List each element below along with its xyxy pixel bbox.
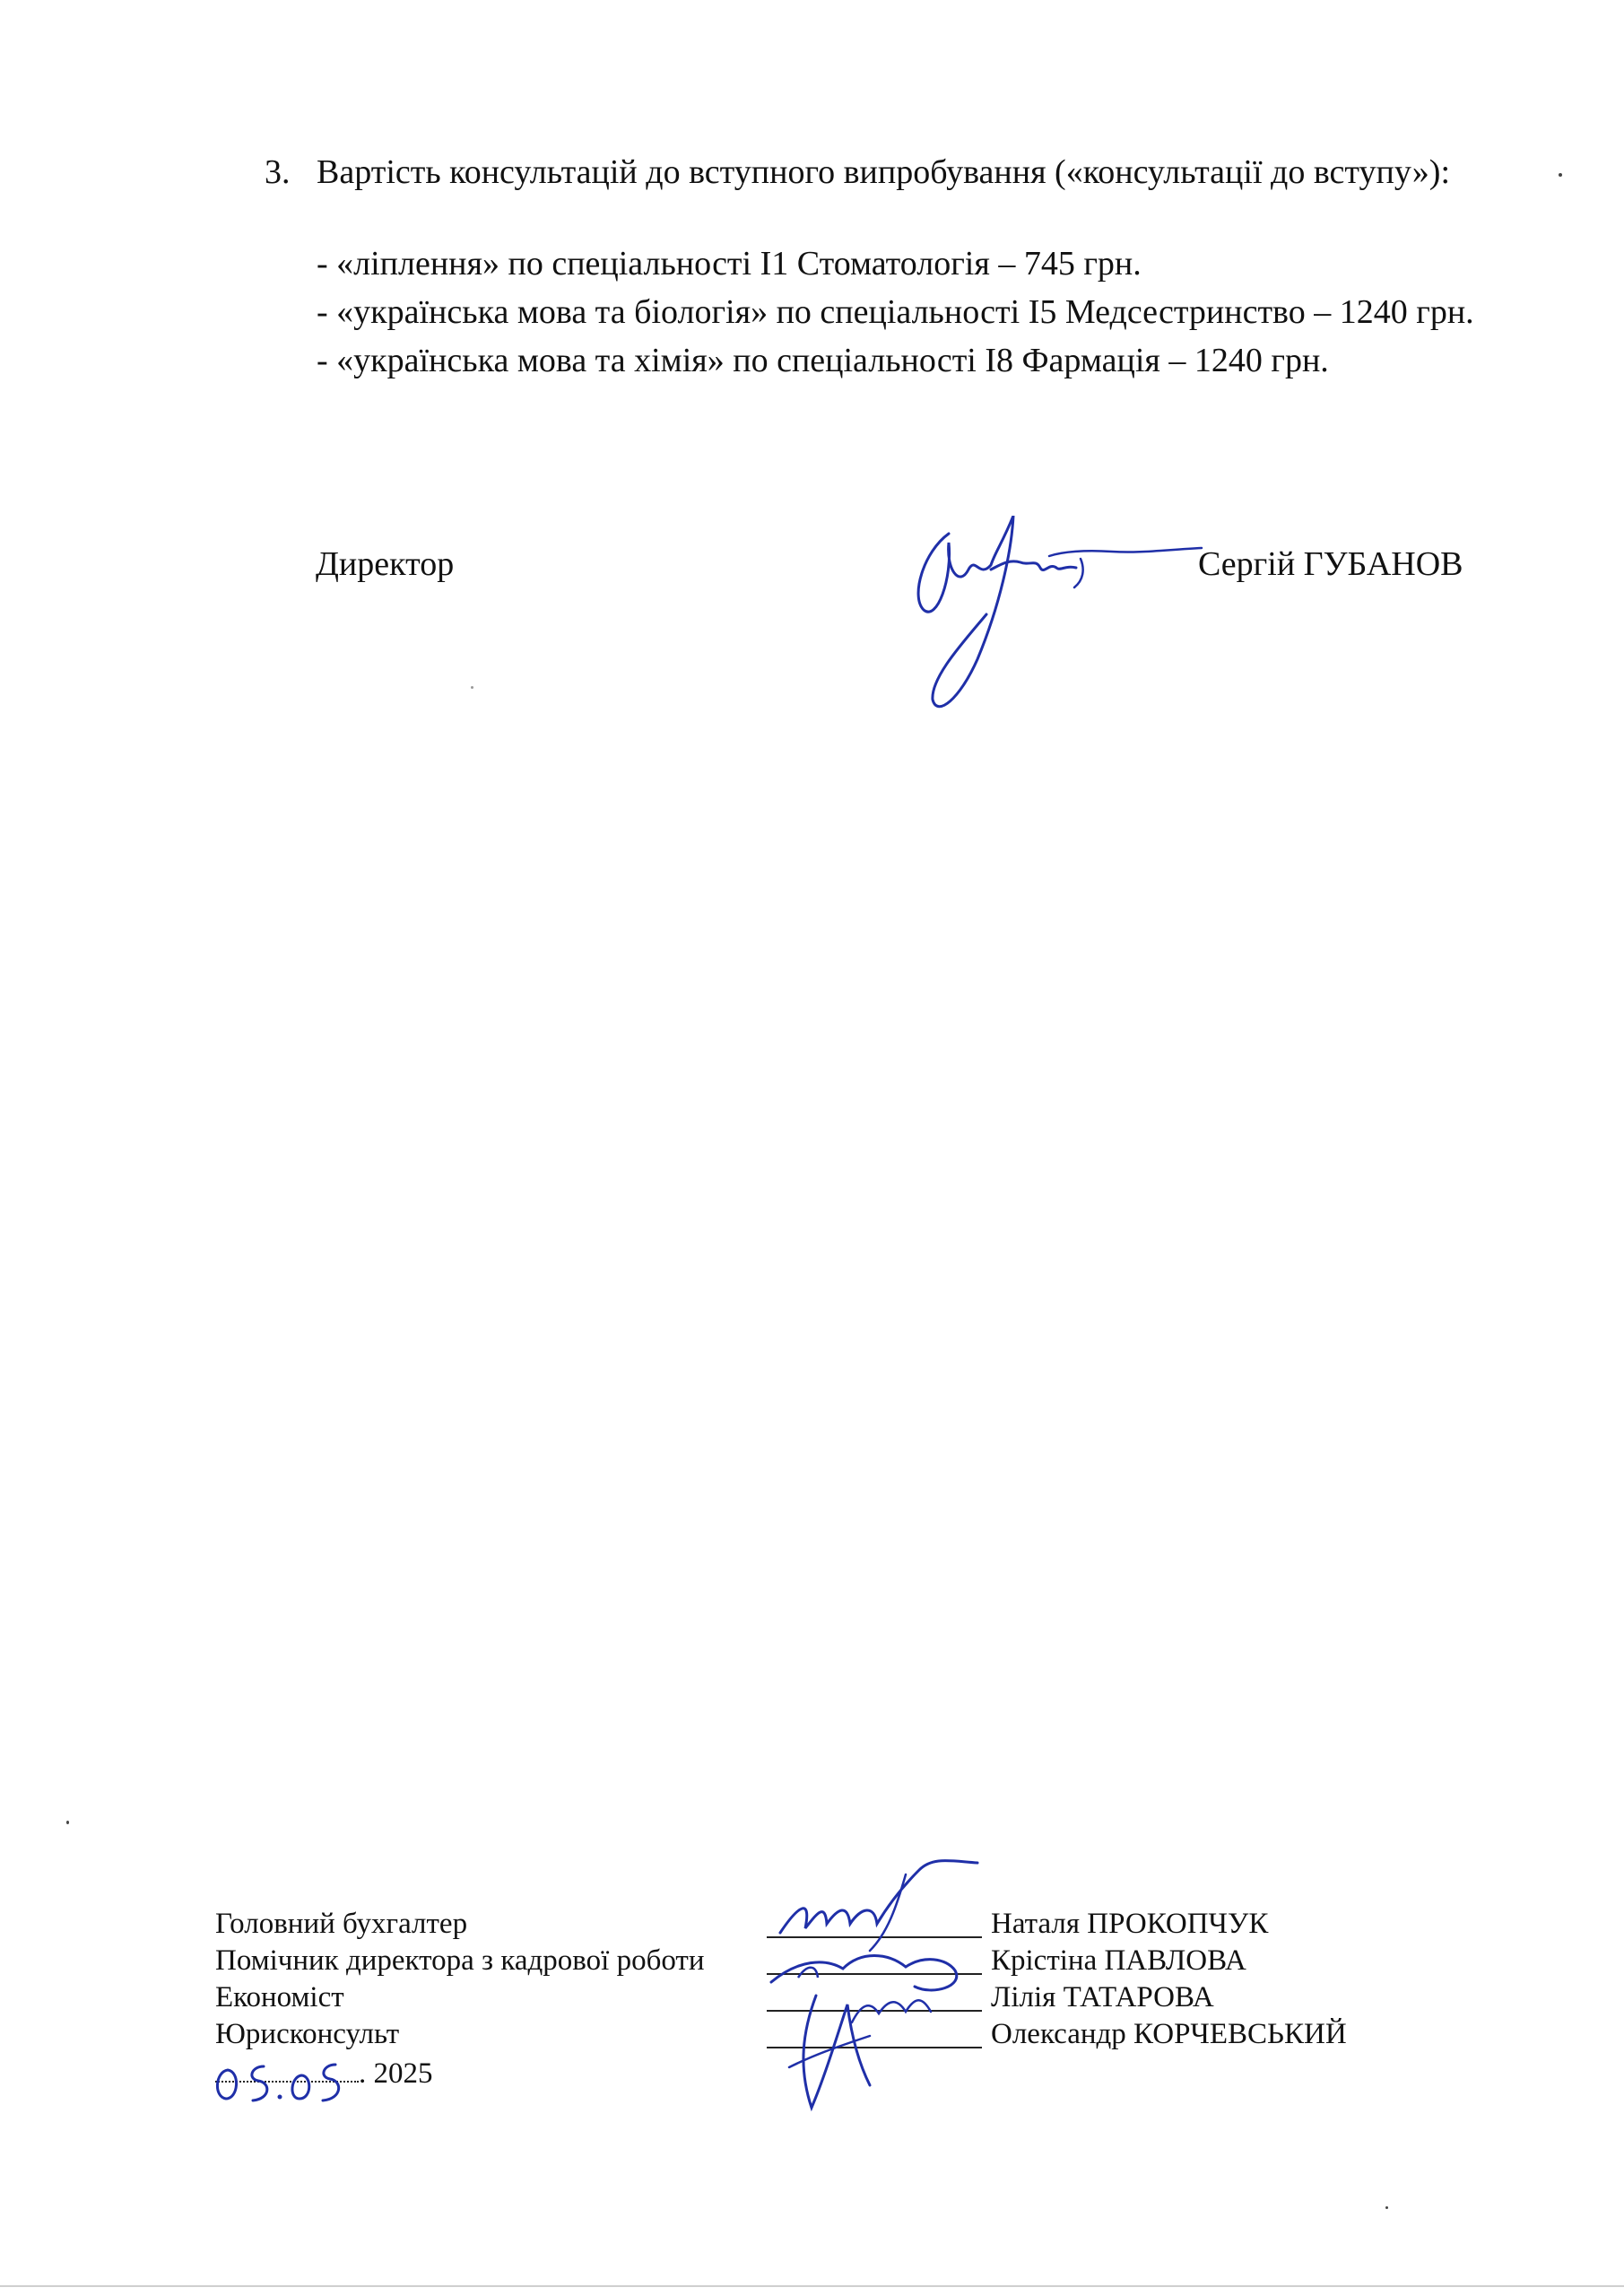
director-name: Сергій ГУБАНОВ <box>1198 545 1463 583</box>
price-list <box>317 239 1511 385</box>
price-item-sculpting: - «ліплення» по спеціальності І1 Стоматологія – 745 грн. <box>317 245 1142 283</box>
approval-name: Крістіна ПАВЛОВА <box>991 1944 1246 1977</box>
handwritten-date <box>208 2054 369 2108</box>
approval-role: Юрисконсульт <box>215 2018 400 2050</box>
scan-speck <box>1559 173 1562 177</box>
scan-speck <box>471 686 473 689</box>
price-item-pharmacy: - «українська мова та хімія» по спеціальності І8 Фармація – 1240 грн. <box>317 342 1329 379</box>
approval-role: Помічник директора з кадрової роботи <box>215 1944 705 1977</box>
approval-name: Наталя ПРОКОПЧУК <box>991 1908 1269 1940</box>
approval-role: Економіст <box>215 1981 344 2013</box>
section-number: 3. <box>265 153 291 191</box>
scan-edge <box>0 2285 1624 2287</box>
approval-role: Головний бухгалтер <box>215 1908 468 1940</box>
section-header <box>265 148 1511 196</box>
approval-name: Лілія ТАТАРОВА <box>991 1981 1214 2013</box>
scan-speck <box>66 1821 69 1824</box>
scan-speck <box>1385 2206 1388 2209</box>
price-item-nursing: - «українська мова та біологія» по спеціальності І5 Медсестринство – 1240 грн. <box>317 293 1474 331</box>
date-year: . 2025 <box>359 2057 433 2090</box>
approval-signatures <box>762 1852 1004 2121</box>
section-3 <box>265 148 1511 385</box>
section-title: Вартість консультацій до вступного випробування («консультації до вступу»): <box>317 153 1451 191</box>
director-label: Директор <box>316 545 455 583</box>
approval-name: Олександр КОРЧЕВСЬКИЙ <box>991 2018 1347 2050</box>
director-signature <box>906 516 1211 731</box>
